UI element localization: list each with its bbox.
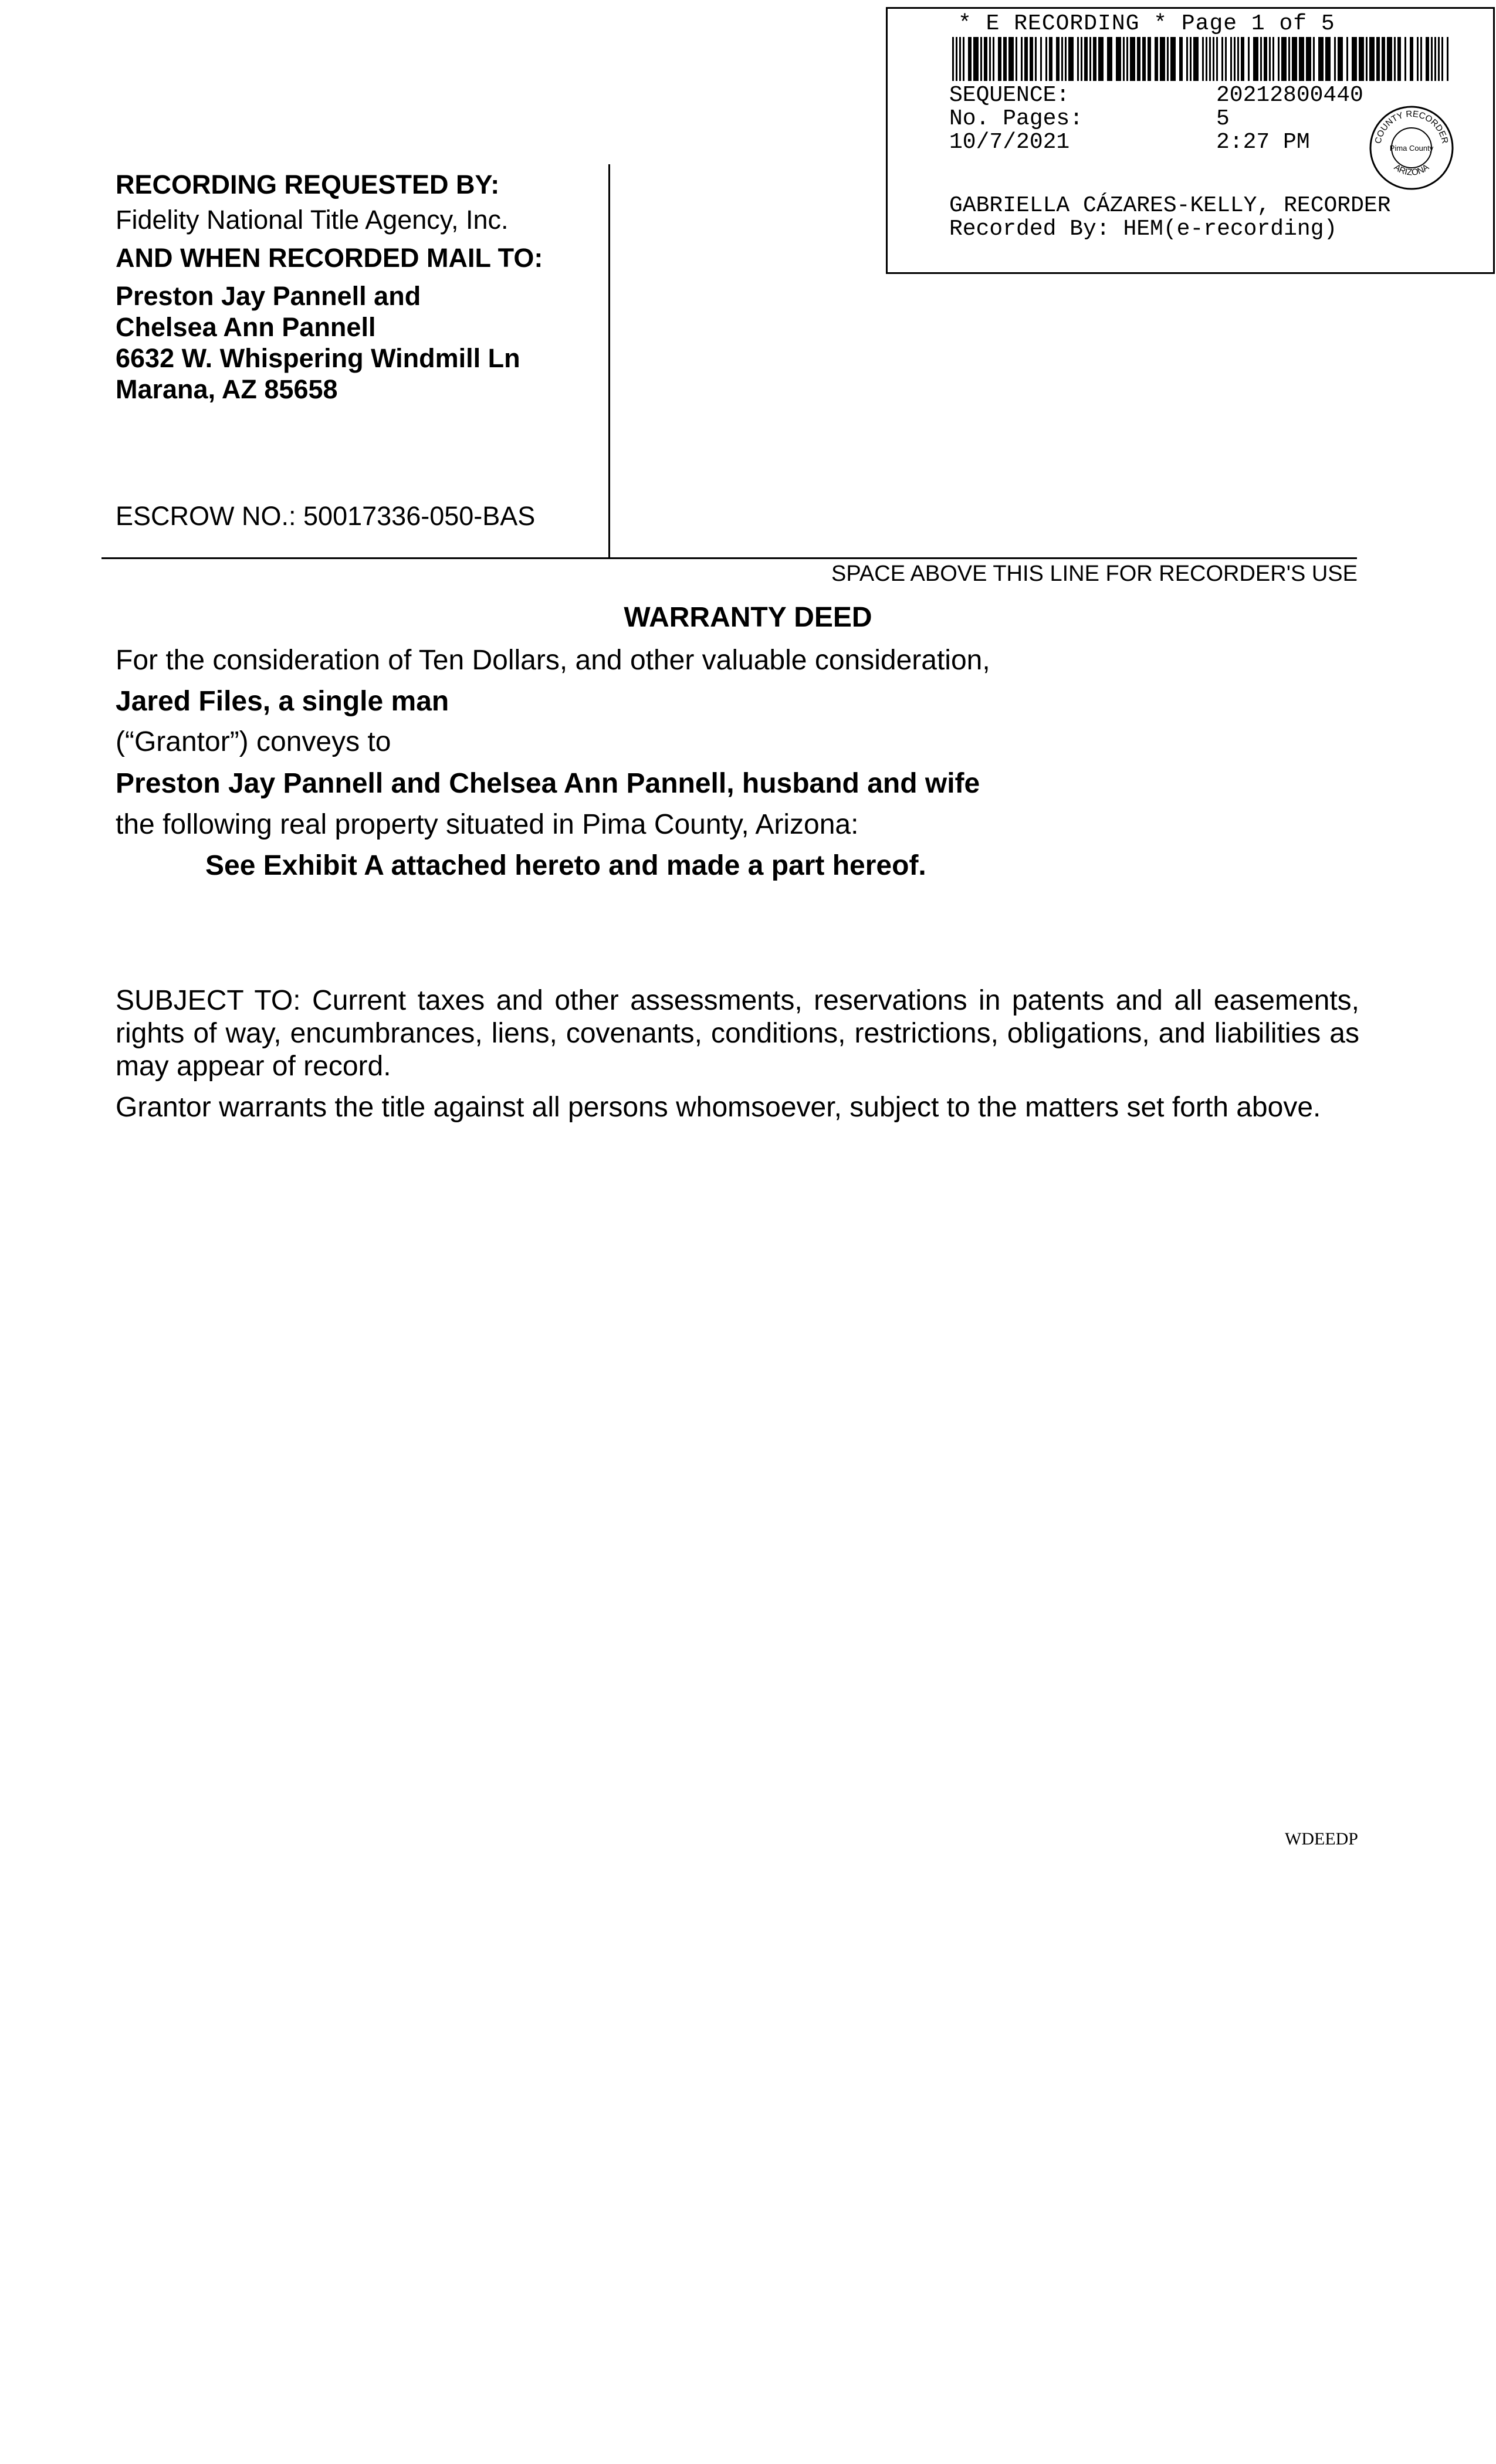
property-location: the following real property situated in Pima County, Arizona:	[116, 809, 859, 840]
barcode-bar	[956, 37, 957, 81]
barcode-bar	[1420, 37, 1422, 81]
barcode-bar	[1299, 37, 1304, 81]
barcode-bar	[1089, 37, 1091, 81]
warranty-paragraph: Grantor warrants the title against all persons whomsoever, subject to the matters set forth above.	[116, 1092, 1321, 1123]
barcode-bar	[1021, 37, 1023, 81]
recorder-name: GABRIELLA CÁZARES-KELLY, RECORDER	[949, 193, 1391, 218]
escrow-number: ESCROW NO.: 50017336-050-BAS	[116, 501, 536, 531]
recording-time: 2:27 PM	[1216, 130, 1310, 155]
barcode-bar	[1394, 37, 1396, 81]
barcode-bar	[1137, 37, 1140, 81]
stamp-header: * E RECORDING * Page 1 of 5	[958, 11, 1335, 36]
barcode-bar	[1045, 37, 1047, 81]
barcode-bar	[1081, 37, 1082, 81]
barcode-bar	[1213, 37, 1214, 81]
barcode-bar	[1338, 37, 1343, 81]
barcode-bar	[1253, 37, 1258, 81]
barcode-bar	[1049, 37, 1052, 81]
barcode-bar	[989, 37, 991, 81]
barcode-bar	[1272, 37, 1274, 81]
barcode-bar	[1260, 37, 1262, 81]
barcode-bar	[1387, 37, 1392, 81]
barcode-bar	[1040, 37, 1042, 81]
barcode-bar	[1206, 37, 1207, 81]
barcode-bar	[1346, 37, 1348, 81]
barcode-bar	[1123, 37, 1125, 81]
barcode-bar	[1065, 37, 1067, 81]
barcode-bar	[1248, 37, 1250, 81]
grantee-names: Preston Jay Pannell and Chelsea Ann Pannell, husband and wife	[116, 768, 980, 799]
barcode-bar	[1160, 37, 1165, 81]
mail-to-label: AND WHEN RECORDED MAIL TO:	[116, 243, 543, 273]
barcode-bar	[1325, 37, 1331, 81]
barcode-bar	[1003, 37, 1007, 81]
barcode-bar	[1179, 37, 1183, 81]
barcode-bar	[1376, 37, 1380, 81]
barcode-bar	[1084, 37, 1088, 81]
barcode-bar	[1061, 37, 1063, 81]
barcode-bar	[1008, 37, 1014, 81]
barcode-bar	[952, 37, 954, 81]
barcode-bar	[968, 37, 972, 81]
recorder-space-line	[101, 557, 1357, 559]
barcode-bar	[1382, 37, 1385, 81]
barcode-bar	[998, 37, 1001, 81]
svg-text:ARIZONA: ARIZONA	[1392, 162, 1431, 178]
barcode-bar	[993, 37, 994, 81]
barcode-bar	[1225, 37, 1227, 81]
svg-text:COUNTY RECORDER: COUNTY RECORDER	[1373, 109, 1450, 145]
barcode-bar	[1313, 37, 1315, 81]
barcode-bar	[1234, 37, 1236, 81]
barcode-bar	[1209, 37, 1211, 81]
barcode-bar	[1126, 37, 1128, 81]
barcode-bar	[959, 37, 961, 81]
barcode-bar	[1098, 37, 1104, 81]
barcode-bar	[1107, 37, 1112, 81]
barcode-bar	[1202, 37, 1204, 81]
barcode-bar	[1056, 37, 1060, 81]
barcode-bar	[1068, 37, 1074, 81]
barcode-bar	[1278, 37, 1280, 81]
barcode-bar	[963, 37, 964, 81]
recorder-stamp	[886, 7, 1495, 274]
barcode-bar	[1035, 37, 1037, 81]
barcode-bar	[984, 37, 987, 81]
exhibit-reference: See Exhibit A attached hereto and made a part hereof.	[205, 850, 926, 881]
form-code: WDEEDP	[1285, 1829, 1358, 1849]
barcode-bar	[1447, 37, 1448, 81]
barcode-bar	[1366, 37, 1368, 81]
barcode	[952, 37, 1451, 81]
barcode-bar	[1404, 37, 1406, 81]
barcode-bar	[1318, 37, 1324, 81]
barcode-bar	[1155, 37, 1158, 81]
barcode-bar	[1237, 37, 1239, 81]
barcode-bar	[1306, 37, 1311, 81]
svg-text:Pima County: Pima County	[1389, 144, 1434, 153]
barcode-bar	[1264, 37, 1267, 81]
barcode-bar	[1431, 37, 1433, 81]
recording-requested-value: Fidelity National Title Agency, Inc.	[116, 205, 509, 235]
barcode-bar	[1130, 37, 1135, 81]
barcode-bar	[1426, 37, 1429, 81]
barcode-bar	[980, 37, 982, 81]
recording-requested-label: RECORDING REQUESTED BY:	[116, 170, 500, 199]
barcode-bar	[1241, 37, 1244, 81]
barcode-bar	[1397, 37, 1401, 81]
barcode-bar	[1288, 37, 1290, 81]
mail-to-line4: Marana, AZ 85658	[116, 374, 338, 404]
barcode-bar	[1230, 37, 1232, 81]
header-divider-vertical	[608, 164, 610, 559]
barcode-bar	[1410, 37, 1413, 81]
barcode-bar	[1441, 37, 1443, 81]
barcode-bar	[1186, 37, 1188, 81]
pages-label: No. Pages:	[949, 106, 1084, 131]
barcode-bar	[1269, 37, 1271, 81]
sequence-label: SEQUENCE:	[949, 83, 1070, 108]
barcode-bar	[1148, 37, 1151, 81]
barcode-bar	[1417, 37, 1419, 81]
barcode-bar	[1190, 37, 1192, 81]
county-seal	[1368, 104, 1456, 192]
barcode-bar	[1093, 37, 1096, 81]
conveys-text: (“Grantor”) conveys to	[116, 726, 391, 757]
barcode-bar	[1142, 37, 1146, 81]
pages-value: 5	[1216, 106, 1230, 131]
barcode-bar	[1216, 37, 1218, 81]
subject-to-paragraph: SUBJECT TO: Current taxes and other assessments, reservations in patents and all easements, rights of way, encumbrances, liens, covenants, conditions, restrictions, obligations, and liabilities as may appear of record.	[116, 985, 1359, 1082]
barcode-bar	[1281, 37, 1287, 81]
deed-title: WARRANTY DEED	[624, 602, 872, 633]
barcode-bar	[1359, 37, 1364, 81]
sequence-value: 20212800440	[1216, 83, 1363, 108]
consideration-text: For the consideration of Ten Dollars, and other valuable consideration,	[116, 645, 990, 676]
recorded-by: Recorded By: HEM(e-recording)	[949, 216, 1338, 242]
barcode-bar	[1016, 37, 1017, 81]
barcode-bar	[1352, 37, 1357, 81]
barcode-bar	[973, 37, 979, 81]
mail-to-line3: 6632 W. Whispering Windmill Ln	[116, 343, 520, 373]
barcode-bar	[1292, 37, 1297, 81]
barcode-bar	[1024, 37, 1028, 81]
barcode-bar	[1116, 37, 1121, 81]
recorder-space-note: SPACE ABOVE THIS LINE FOR RECORDER'S USE	[831, 561, 1358, 586]
recording-date: 10/7/2021	[949, 130, 1070, 155]
barcode-bar	[1077, 37, 1079, 81]
mail-to-line2: Chelsea Ann Pannell	[116, 312, 376, 342]
mail-to-line1: Preston Jay Pannell and	[116, 281, 421, 311]
barcode-bar	[1221, 37, 1223, 81]
grantor-name: Jared Files, a single man	[116, 686, 449, 717]
barcode-bar	[1170, 37, 1176, 81]
barcode-bar	[1438, 37, 1440, 81]
barcode-bar	[1193, 37, 1199, 81]
barcode-bar	[1030, 37, 1033, 81]
barcode-bar	[1167, 37, 1169, 81]
barcode-bar	[1369, 37, 1375, 81]
barcode-bar	[1434, 37, 1436, 81]
barcode-bar	[1334, 37, 1336, 81]
